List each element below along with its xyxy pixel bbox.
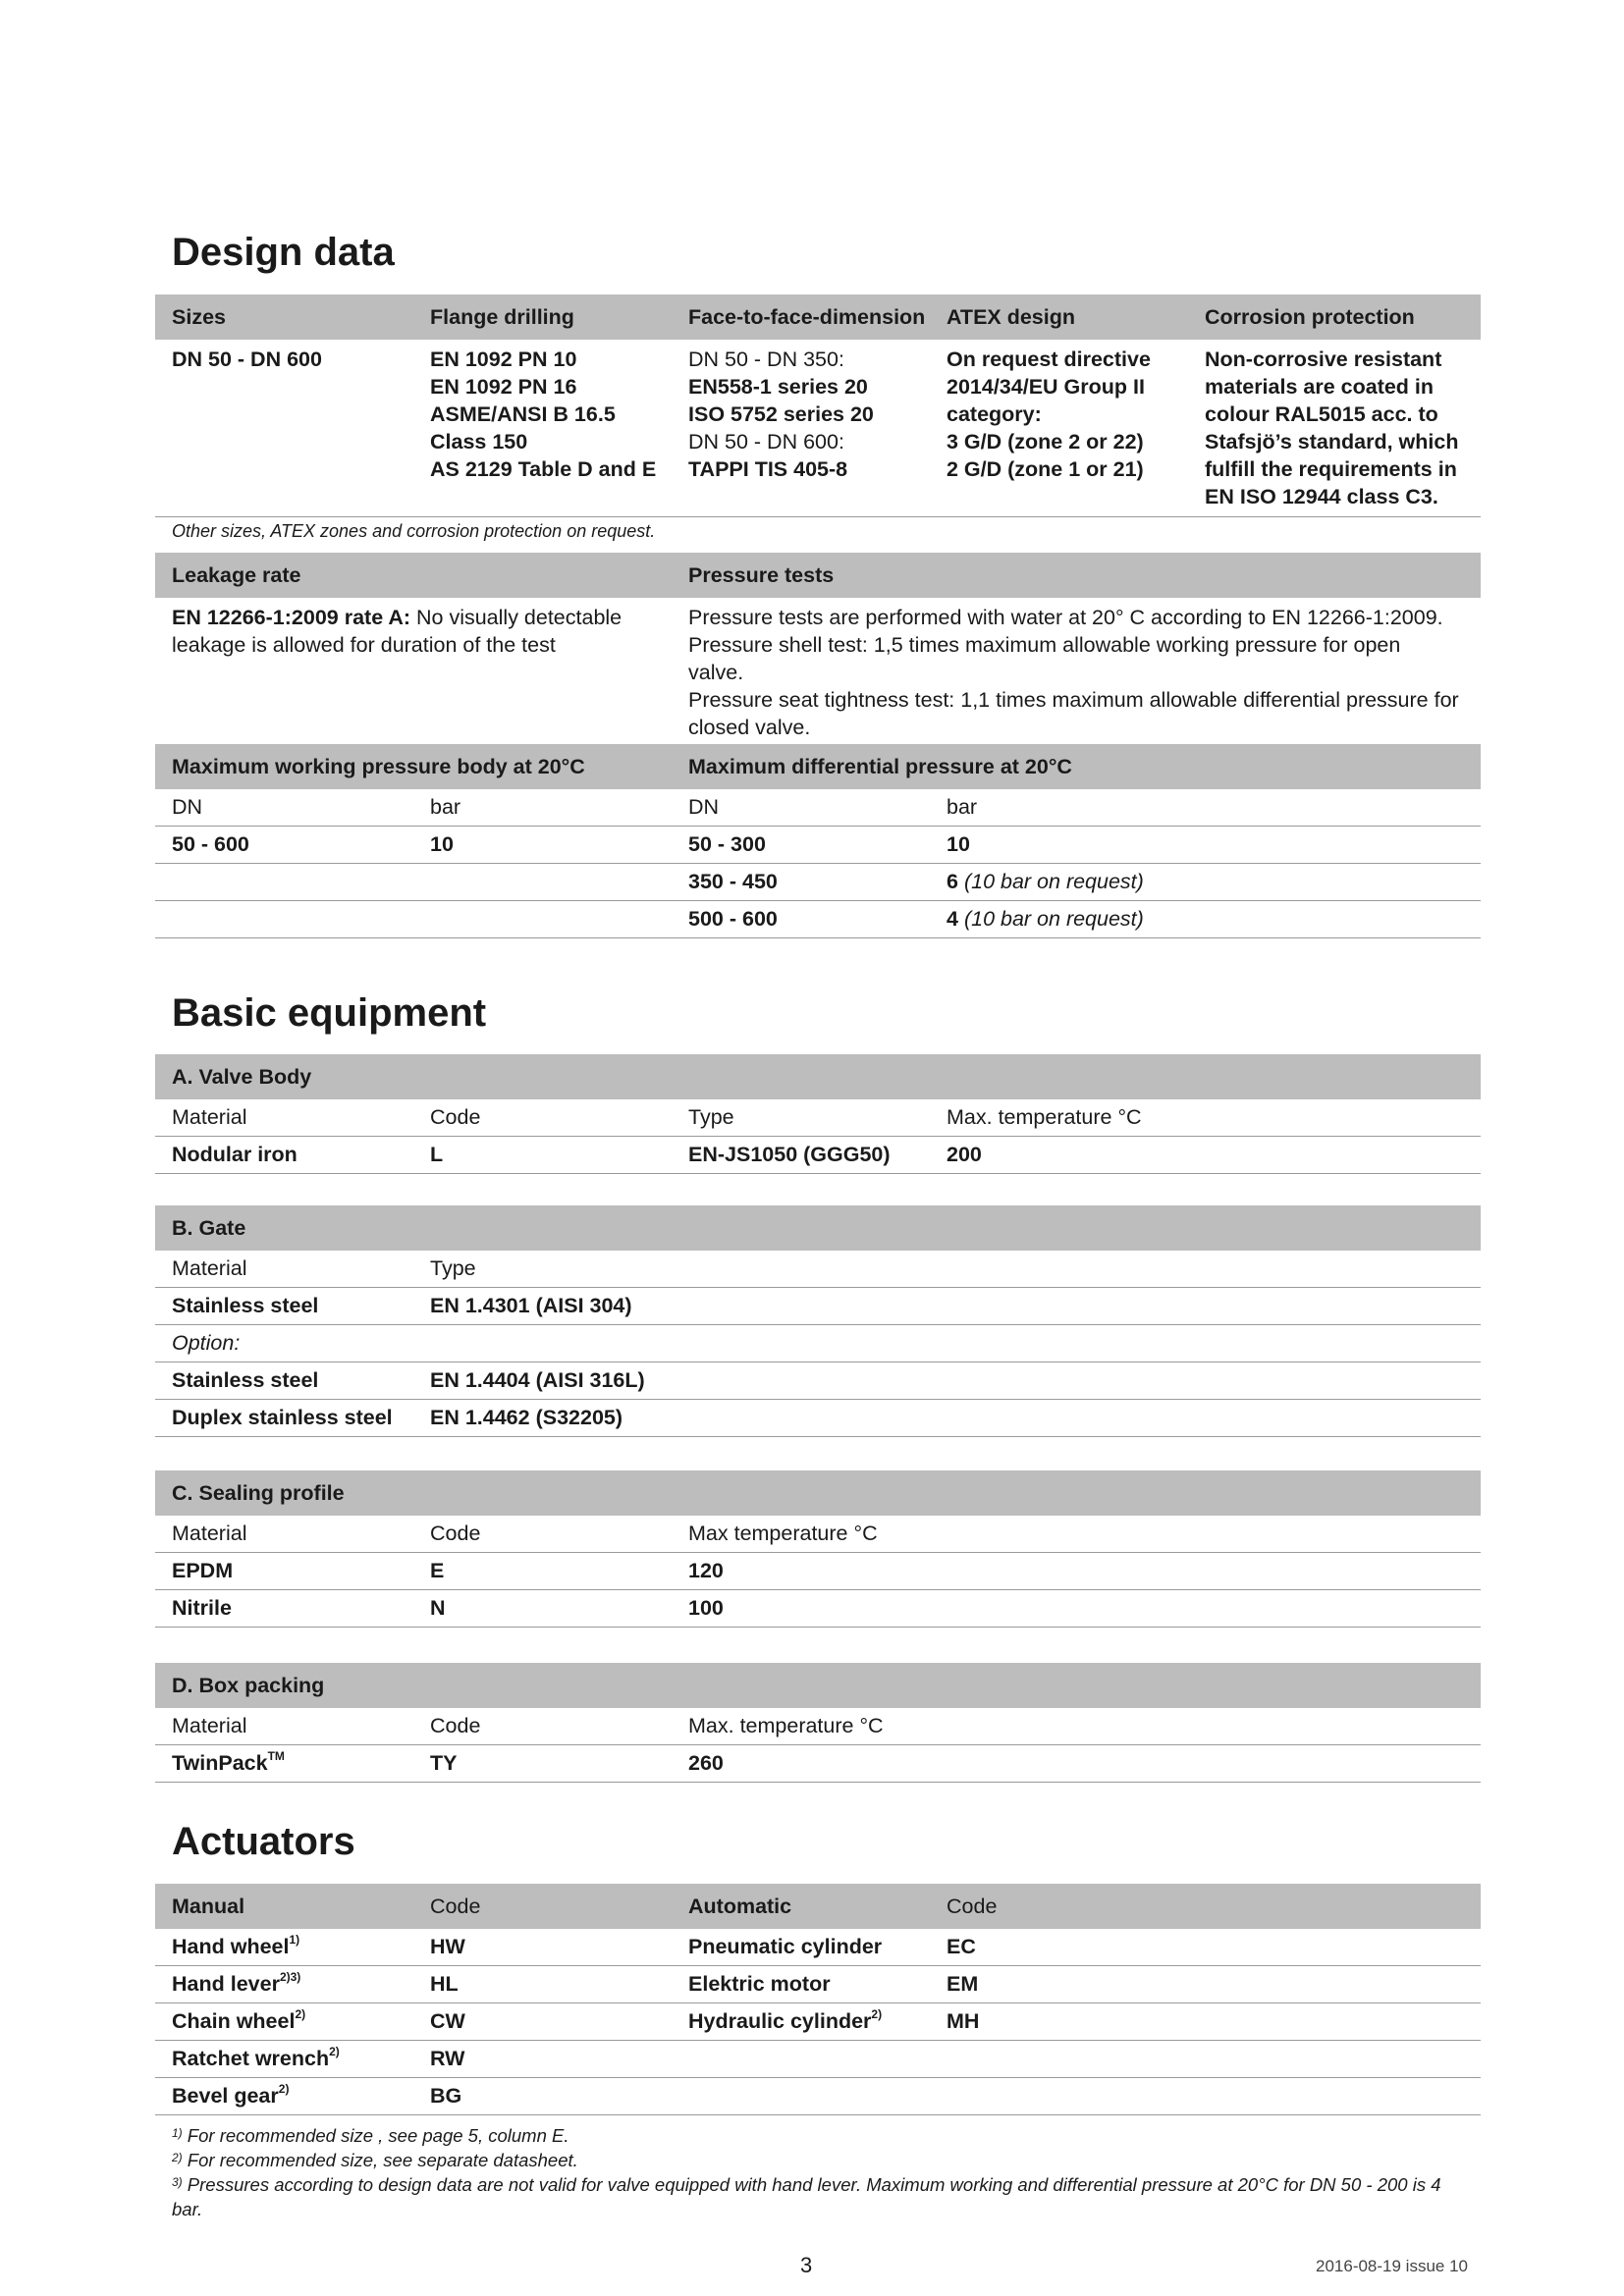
header-code: Code — [413, 1884, 672, 1929]
bar-working — [413, 901, 672, 938]
design-data-heading: Design data — [172, 231, 395, 274]
material: Duplex stainless steel — [155, 1400, 413, 1437]
automatic — [672, 2041, 930, 2078]
material: Nodular iron — [155, 1137, 413, 1174]
type: EN 1.4404 (AISI 316L) — [413, 1362, 1481, 1400]
code: EC — [930, 1929, 1481, 1966]
manual: Chain wheel$^{2)}$ — [155, 2003, 413, 2041]
page-number: 3 — [800, 2253, 813, 2277]
gate-title: B. Gate — [155, 1205, 1481, 1251]
dn-working: 50 - 600 — [155, 827, 413, 864]
bar-working: 10 — [413, 827, 672, 864]
sub-header-dn: DN — [155, 789, 413, 827]
code: CW — [413, 2003, 672, 2041]
col-max-temperature: Max. temperature °C — [672, 1708, 1481, 1745]
type: EN-JS1050 (GGG50) — [672, 1137, 930, 1174]
material: Stainless steel — [155, 1362, 413, 1400]
col-max-temperature: Max. temperature °C — [930, 1099, 1481, 1137]
table-row — [155, 901, 1481, 938]
col-max-temperature: Max temperature °C — [672, 1516, 1481, 1553]
header-automatic: Automatic — [672, 1884, 930, 1929]
bar-differential: 4 (10 bar on request) — [930, 901, 1481, 938]
col-code: Code — [413, 1516, 672, 1553]
table-row — [155, 1400, 1481, 1437]
header-max-differential-pressure: Maximum differential pressure at 20°C — [672, 744, 1481, 789]
footnotes — [155, 2123, 1478, 2221]
header-sizes: Sizes — [155, 294, 413, 340]
table-row — [155, 1325, 1481, 1362]
material: EPDM — [155, 1553, 413, 1590]
code — [930, 2078, 1481, 2115]
type: EN 1.4462 (S32205) — [413, 1400, 1481, 1437]
table-row — [155, 2003, 1481, 2041]
manual: Ratchet wrench$^{2)}$ — [155, 2041, 413, 2078]
table-row — [155, 827, 1481, 864]
sub-header-dn: DN — [672, 789, 930, 827]
issue-date: 2016-08-19 issue 10 — [1316, 2257, 1469, 2275]
col-code: Code — [413, 1708, 672, 1745]
code: HL — [413, 1966, 672, 2003]
automatic — [672, 2078, 930, 2115]
type: EN 1.4301 (AISI 304) — [413, 1288, 1481, 1325]
header-code: Code — [930, 1884, 1481, 1929]
table-row — [155, 1362, 1481, 1400]
col-code: Code — [413, 1099, 672, 1137]
manual: Bevel gear$^{2)}$ — [155, 2078, 413, 2115]
dn-differential: 50 - 300 — [672, 827, 930, 864]
sealing-profile-table — [155, 1470, 1481, 1628]
material: TwinPack™ — [155, 1745, 413, 1783]
leakage-rate-text: EN 12266-1:2009 rate A: No visually detectable leakage is allowed for duration of the test — [172, 606, 623, 657]
header-corrosion: Corrosion protection — [1188, 294, 1481, 340]
sealing-profile-title: C. Sealing profile — [155, 1470, 1481, 1516]
header-face-to-face: Face-to-face-dimension — [672, 294, 930, 340]
design-data-note: Other sizes, ATEX zones and corrosion protection on request. — [172, 521, 656, 541]
col-material: Material — [155, 1516, 413, 1553]
code: HW — [413, 1929, 672, 1966]
code: RW — [413, 2041, 672, 2078]
footnote: $^{3)}$ Pressures according to design data are not valid for valve equipped with hand lever. Maximum working and differential pressure at 20°C for DN 50 - 200 is 4 bar. — [172, 2174, 1441, 2219]
code: EM — [930, 1966, 1481, 2003]
material: Nitrile — [155, 1590, 413, 1628]
code — [930, 2041, 1481, 2078]
material: Stainless steel — [155, 1288, 413, 1325]
col-material: Material — [155, 1099, 413, 1137]
code: E — [413, 1553, 672, 1590]
table-row — [155, 1745, 1481, 1783]
code: N — [413, 1590, 672, 1628]
max-temperature: 100 — [672, 1590, 1481, 1628]
footnote: $^{2)}$ For recommended size, see separate datasheet. — [172, 2150, 578, 2170]
max-pressure-table — [155, 744, 1481, 938]
automatic: Elektric motor — [672, 1966, 930, 2003]
table-row — [155, 2041, 1481, 2078]
manual: Hand lever$^{2)3)}$ — [155, 1966, 413, 2003]
corrosion-values: Non-corrosive resistant materials are coated in colour RAL5015 acc. to Stafsjö’s standard, which fulfill the requirements in EN ISO 12944 class C3. — [1188, 340, 1481, 517]
header-manual: Manual — [155, 1884, 413, 1929]
table-row — [155, 1966, 1481, 2003]
actuators-heading: Actuators — [172, 1820, 355, 1863]
valve-body-table — [155, 1054, 1481, 1174]
table-row — [155, 1137, 1481, 1174]
sub-header-bar: bar — [413, 789, 672, 827]
box-packing-table — [155, 1663, 1481, 1783]
code: L — [413, 1137, 672, 1174]
flange-drilling-values: EN 1092 PN 10 EN 1092 PN 16 ASME/ANSI B 16.5 Class 150 AS 2129 Table D and E — [413, 340, 672, 517]
header-pressure-tests: Pressure tests — [672, 553, 1481, 598]
face-to-face-values: DN 50 - DN 350: EN558-1 series 20 ISO 5752 series 20 DN 50 - DN 600: TAPPI TIS 405-8 — [672, 340, 930, 517]
actuators-table — [155, 1884, 1481, 2115]
bar-working — [413, 864, 672, 901]
dn-differential: 500 - 600 — [672, 901, 930, 938]
table-row — [155, 1929, 1481, 1966]
code: TY — [413, 1745, 672, 1783]
header-flange-drilling: Flange drilling — [413, 294, 672, 340]
code: MH — [930, 2003, 1481, 2041]
bar-differential: 10 — [930, 827, 1481, 864]
basic-equipment-heading: Basic equipment — [172, 991, 487, 1035]
dn-differential: 350 - 450 — [672, 864, 930, 901]
col-material: Material — [155, 1708, 413, 1745]
design-data-table — [155, 294, 1481, 517]
bar-differential: 6 (10 bar on request) — [930, 864, 1481, 901]
option-label: Option: — [155, 1325, 1481, 1362]
header-max-working-pressure: Maximum working pressure body at 20°C — [155, 744, 672, 789]
leakage-pressure-table — [155, 553, 1481, 747]
table-row — [155, 1553, 1481, 1590]
max-temperature: 260 — [672, 1745, 1481, 1783]
footnote: $^{1)}$ For recommended size , see page 5, column E. — [172, 2125, 569, 2146]
col-type: Type — [672, 1099, 930, 1137]
header-leakage-rate: Leakage rate — [155, 553, 672, 598]
dn-working — [155, 864, 413, 901]
header-atex: ATEX design — [930, 294, 1188, 340]
table-row — [155, 2078, 1481, 2115]
table-row — [155, 1590, 1481, 1628]
table-row — [155, 1288, 1481, 1325]
atex-values: On request directive 2014/34/EU Group II category: 3 G/D (zone 2 or 22) 2 G/D (zone 1 or 21) — [930, 340, 1188, 517]
table-row — [155, 864, 1481, 901]
max-temperature: 200 — [930, 1137, 1481, 1174]
valve-body-title: A. Valve Body — [155, 1054, 1481, 1099]
code: BG — [413, 2078, 672, 2115]
sizes-value: DN 50 - DN 600 — [155, 340, 413, 517]
sub-header-bar: bar — [930, 789, 1481, 827]
col-type: Type — [413, 1251, 1481, 1288]
automatic: Hydraulic cylinder$^{2)}$ — [672, 2003, 930, 2041]
gate-table — [155, 1205, 1481, 1437]
automatic: Pneumatic cylinder — [672, 1929, 930, 1966]
col-material: Material — [155, 1251, 413, 1288]
dn-working — [155, 901, 413, 938]
pressure-tests-text: Pressure tests are performed with water at 20° C according to EN 12266-1:2009. Pressure shell test: 1,5 times maximum allowable working pressure for open valve. Pressure seat tightness test: 1,1 times maximum allowable differential pressure for closed valve. — [688, 606, 1459, 739]
manual: Hand wheel$^{1)}$ — [155, 1929, 413, 1966]
max-temperature: 120 — [672, 1553, 1481, 1590]
box-packing-title: D. Box packing — [155, 1663, 1481, 1708]
